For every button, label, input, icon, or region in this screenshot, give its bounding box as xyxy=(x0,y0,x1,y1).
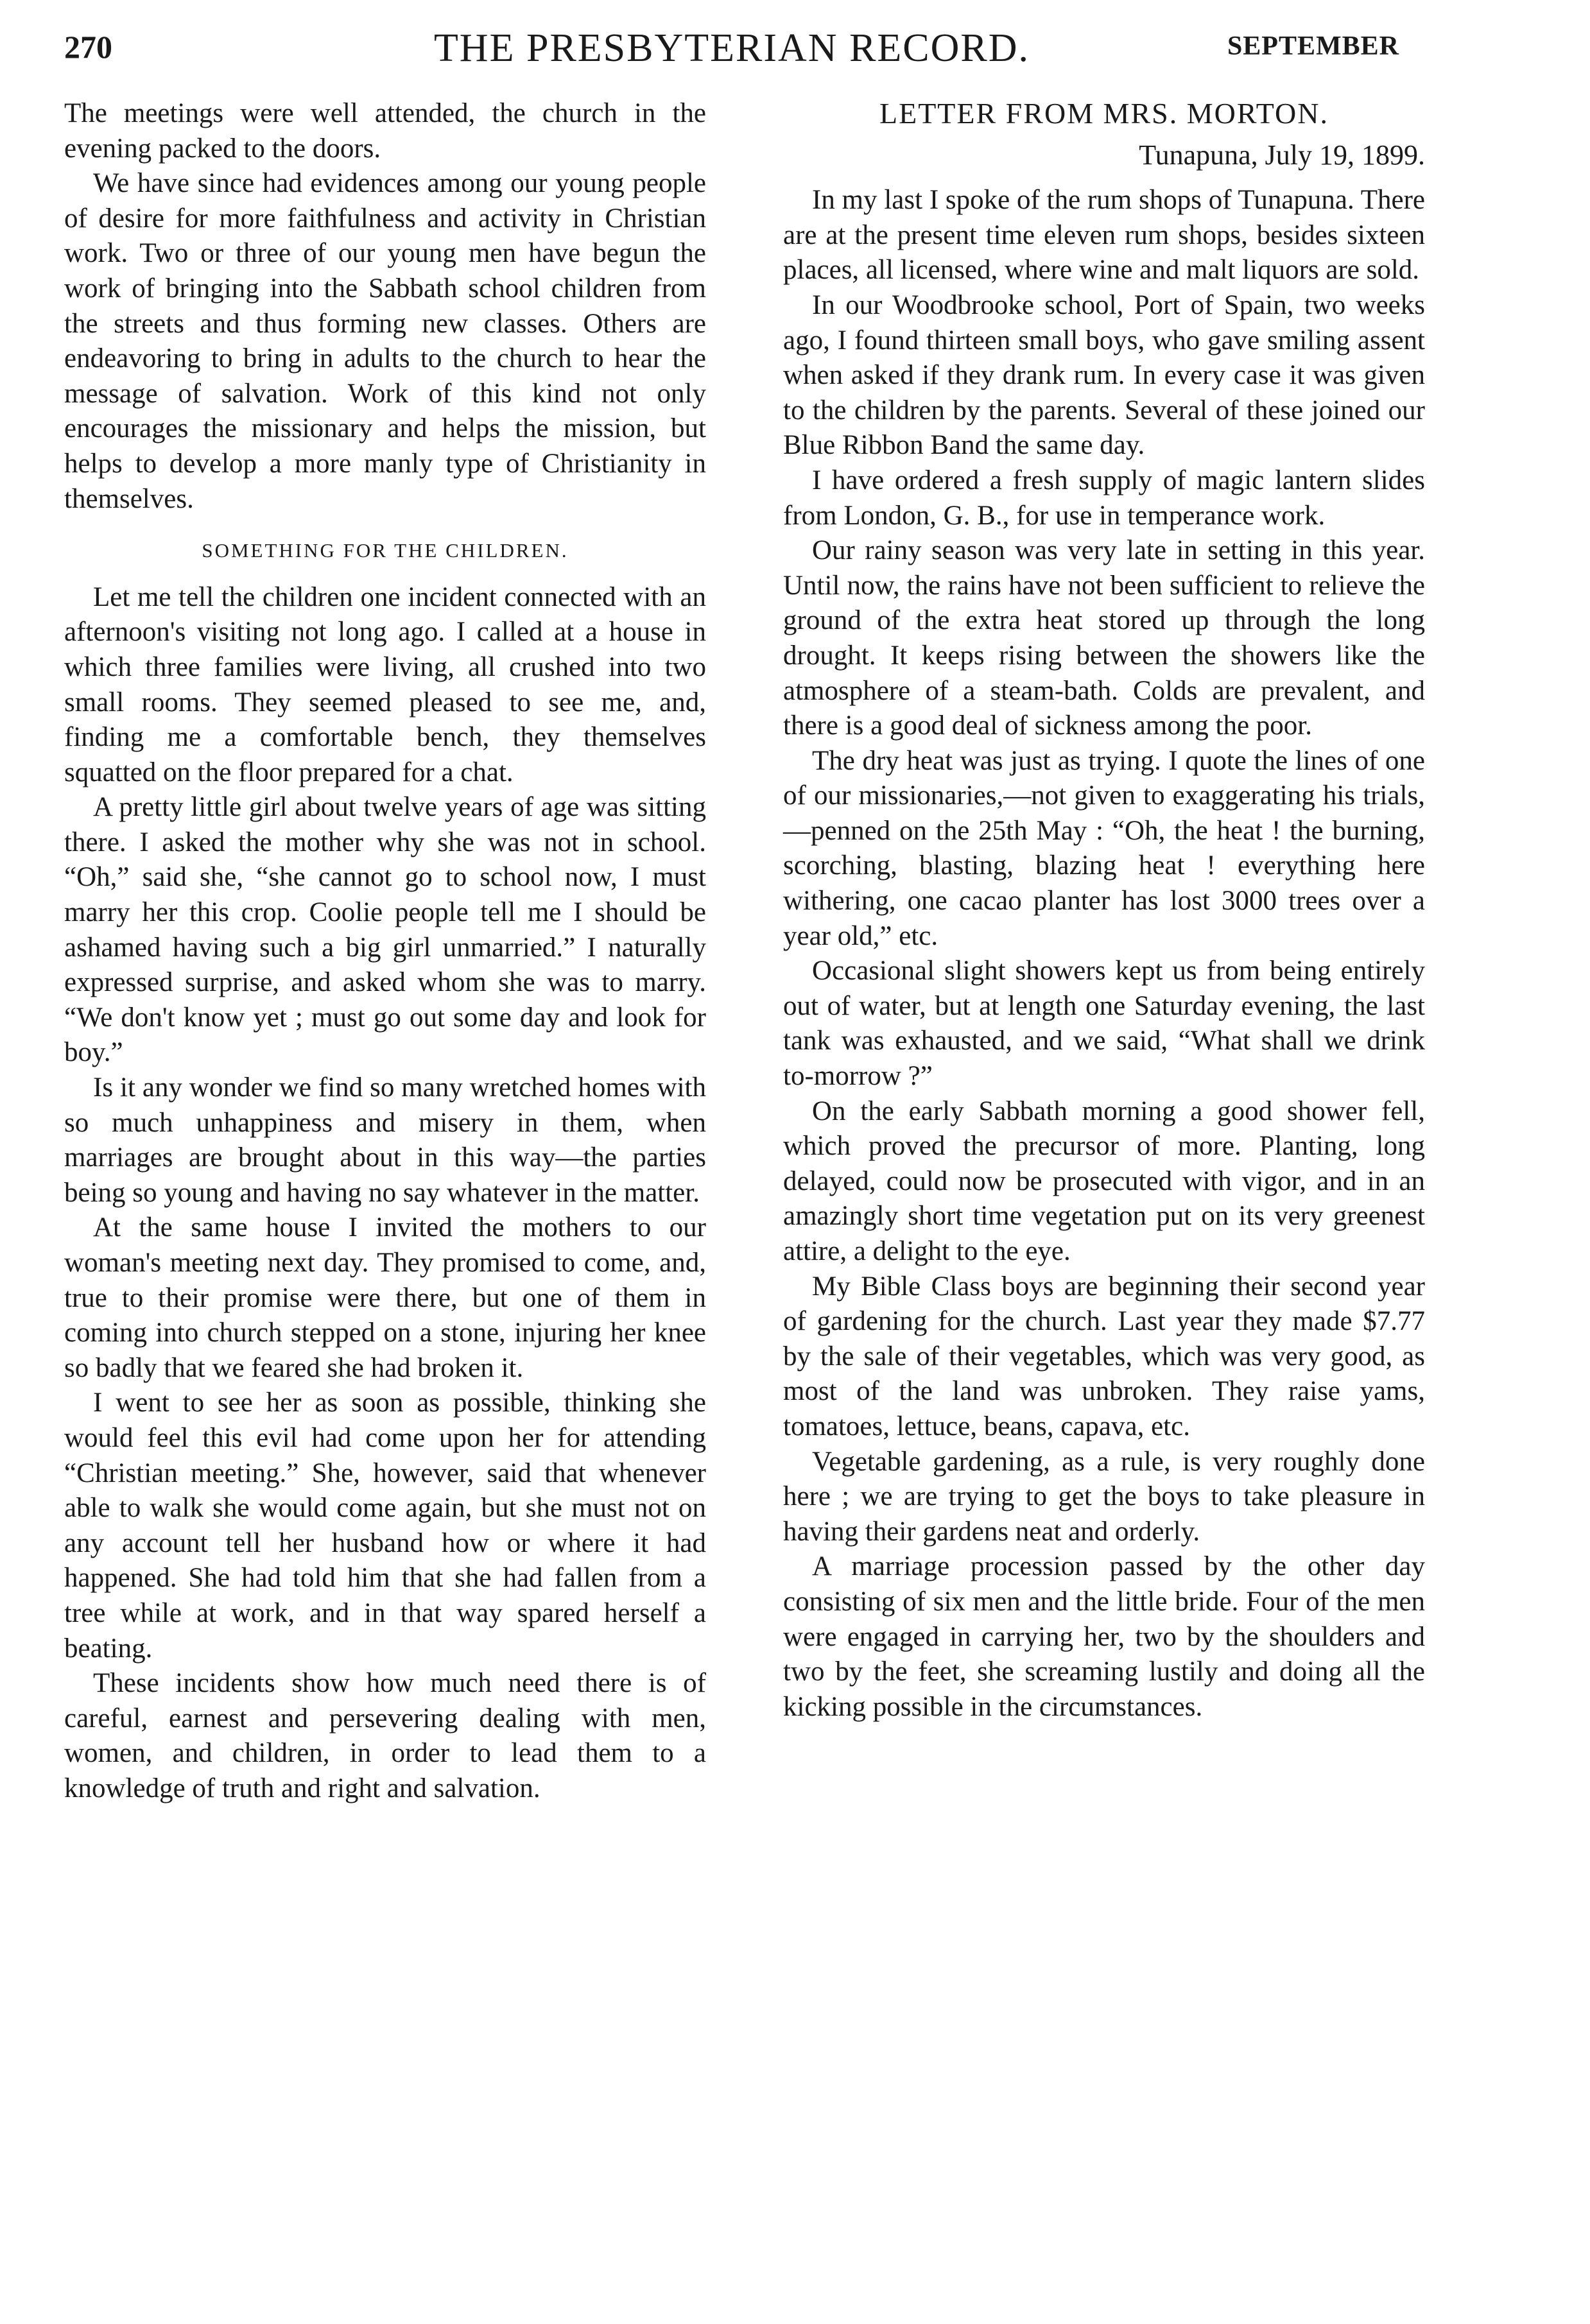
paragraph: I went to see her as soon as possible, thinking she would feel this evil had come upon her for attending “Christian meeting.” She, however, said that whenever able to walk she would come again, but she must not on any account tell her husband how or where it had happened. She had told him that she had fallen from a tree while at work, and in that way spared herself a beating. xyxy=(64,1388,706,1664)
paragraph: I have ordered a fresh supply of magic lantern slides from London, G. B., for use in temperance work. xyxy=(783,465,1425,531)
paragraph: A marriage procession passed by the other day consisting of six men and the little bride. Four of the men were engaged in carrying her, two by the shoulders and two by the feet, she screaming lustily and doing all the kicking possible in the circumstances. xyxy=(783,1551,1425,1722)
journal-title: THE PRESBYTERIAN RECORD. xyxy=(433,26,1030,70)
paragraph: Occasional slight showers kept us from being entirely out of water, but at length one Saturday evening, the last tank was exhausted, and we said, “What shall we drink to-morrow ?” xyxy=(783,956,1425,1092)
paragraph: In our Woodbrooke school, Port of Spain, two weeks ago, I found thirteen small boys, who gave smiling assent when asked if they drank rum. In every case it was given to the children by the parents. Several of these joined our Blue Ribbon Band the same day. xyxy=(783,289,1425,461)
paragraph: Let me tell the children one incident connected with an afternoon's visiting not long ago. I called at a house in which three families were living, all crushed into two small rooms. They seemed pleased to see me, and, finding me a comfortable bench, they themselves squatted on the floor prepared for a chat. xyxy=(64,581,706,788)
paragraph: In my last I spoke of the rum shops of Tunapuna. There are at the present time eleven rum shops, besides sixteen places, all licensed, where wine and malt liquors are sold. xyxy=(783,185,1425,286)
article-title: LETTER FROM MRS. MORTON. xyxy=(879,97,1329,130)
left-column xyxy=(64,96,706,1807)
paragraph: We have since had evidences among our young people of desire for more faithfulness and activity in Christian work. Two or three of our young men have begun the work of bringing into the Sabbath school children from the streets and thus forming new classes. Others are endeavoring to bring in adults to the church to hear the message of salvation. Work of this kind not only encourages the missionary and helps the mission, but helps to develop a more manly type of Christianity in themselves. xyxy=(64,168,706,514)
paragraph: Is it any wonder we find so many wretched homes with so much unhappiness and misery in them, when marriages are brought about in this way—the parties being so young and having no say whatever in the matter. xyxy=(64,1072,706,1208)
paragraph: My Bible Class boys are beginning their second year of gardening for the church. Last year they made $7.77 by the sale of their vegetables, which was very good, as most of the land was unbroken. They raise yams, tomatoes, lettuce, beans, capava, etc. xyxy=(783,1271,1425,1442)
section-subheading: SOMETHING FOR THE CHILDREN. xyxy=(202,539,569,562)
paragraph: These incidents show how much need there is of careful, earnest and persevering dealing with men, women, and children, in order to lead them to a knowledge of truth and right and salvation. xyxy=(64,1668,706,1803)
paragraph: The dry heat was just as trying. I quote the lines of one of our missionaries,—not given to exaggerating his trials,—penned on the 25th May : “Oh, the heat ! the burning, scorching, blasting, blazing heat ! everything here withering, one cacao planter has lost 3000 trees over a year old,” etc. xyxy=(783,745,1425,951)
paragraph: Vegetable gardening, as a rule, is very roughly done here ; we are trying to get the boys to take pleasure in having their gardens neat and orderly. xyxy=(783,1446,1425,1547)
paragraph: On the early Sabbath morning a good shower fell, which proved the precursor of more. Planting, long delayed, could now be prosecuted with vigor, and in an amazingly short time vegetation put on its very greenest attire, a delight to the eye. xyxy=(783,1096,1425,1266)
paragraph: At the same house I invited the mothers to our woman's meeting next day. They promised to come, and, true to their promise were there, but one of them in coming into church stepped on a stone, injuring her knee so badly that we feared she had broken it. xyxy=(64,1212,706,1383)
dateline: Tunapuna, July 19, 1899. xyxy=(1139,139,1425,171)
paragraph: The meetings were well attended, the church in the evening packed to the doors. xyxy=(64,98,706,164)
issue-month: SEPTEMBER xyxy=(1227,31,1399,61)
right-column xyxy=(783,96,1425,1725)
page-number: 270 xyxy=(64,29,112,65)
paragraph: Our rainy season was very late in setting in this year. Until now, the rains have not been sufficient to relieve the ground of the extra heat stored up through the long drought. It keeps rising between the showers like the atmosphere of a steam-bath. Colds are prevalent, and there is a good deal of sickness among the poor. xyxy=(783,535,1425,741)
page-header xyxy=(64,26,1399,96)
paragraph: A pretty little girl about twelve years of age was sitting there. I asked the mother why she was not in school. “Oh,” said she, “she cannot go to school now, I must marry her this crop. Coolie people tell me I should be ashamed having such a big girl unmarried.” I naturally expressed surprise, and asked whom she was to marry. “We don't know yet ; must go out some day and look for boy.” xyxy=(64,792,706,1068)
